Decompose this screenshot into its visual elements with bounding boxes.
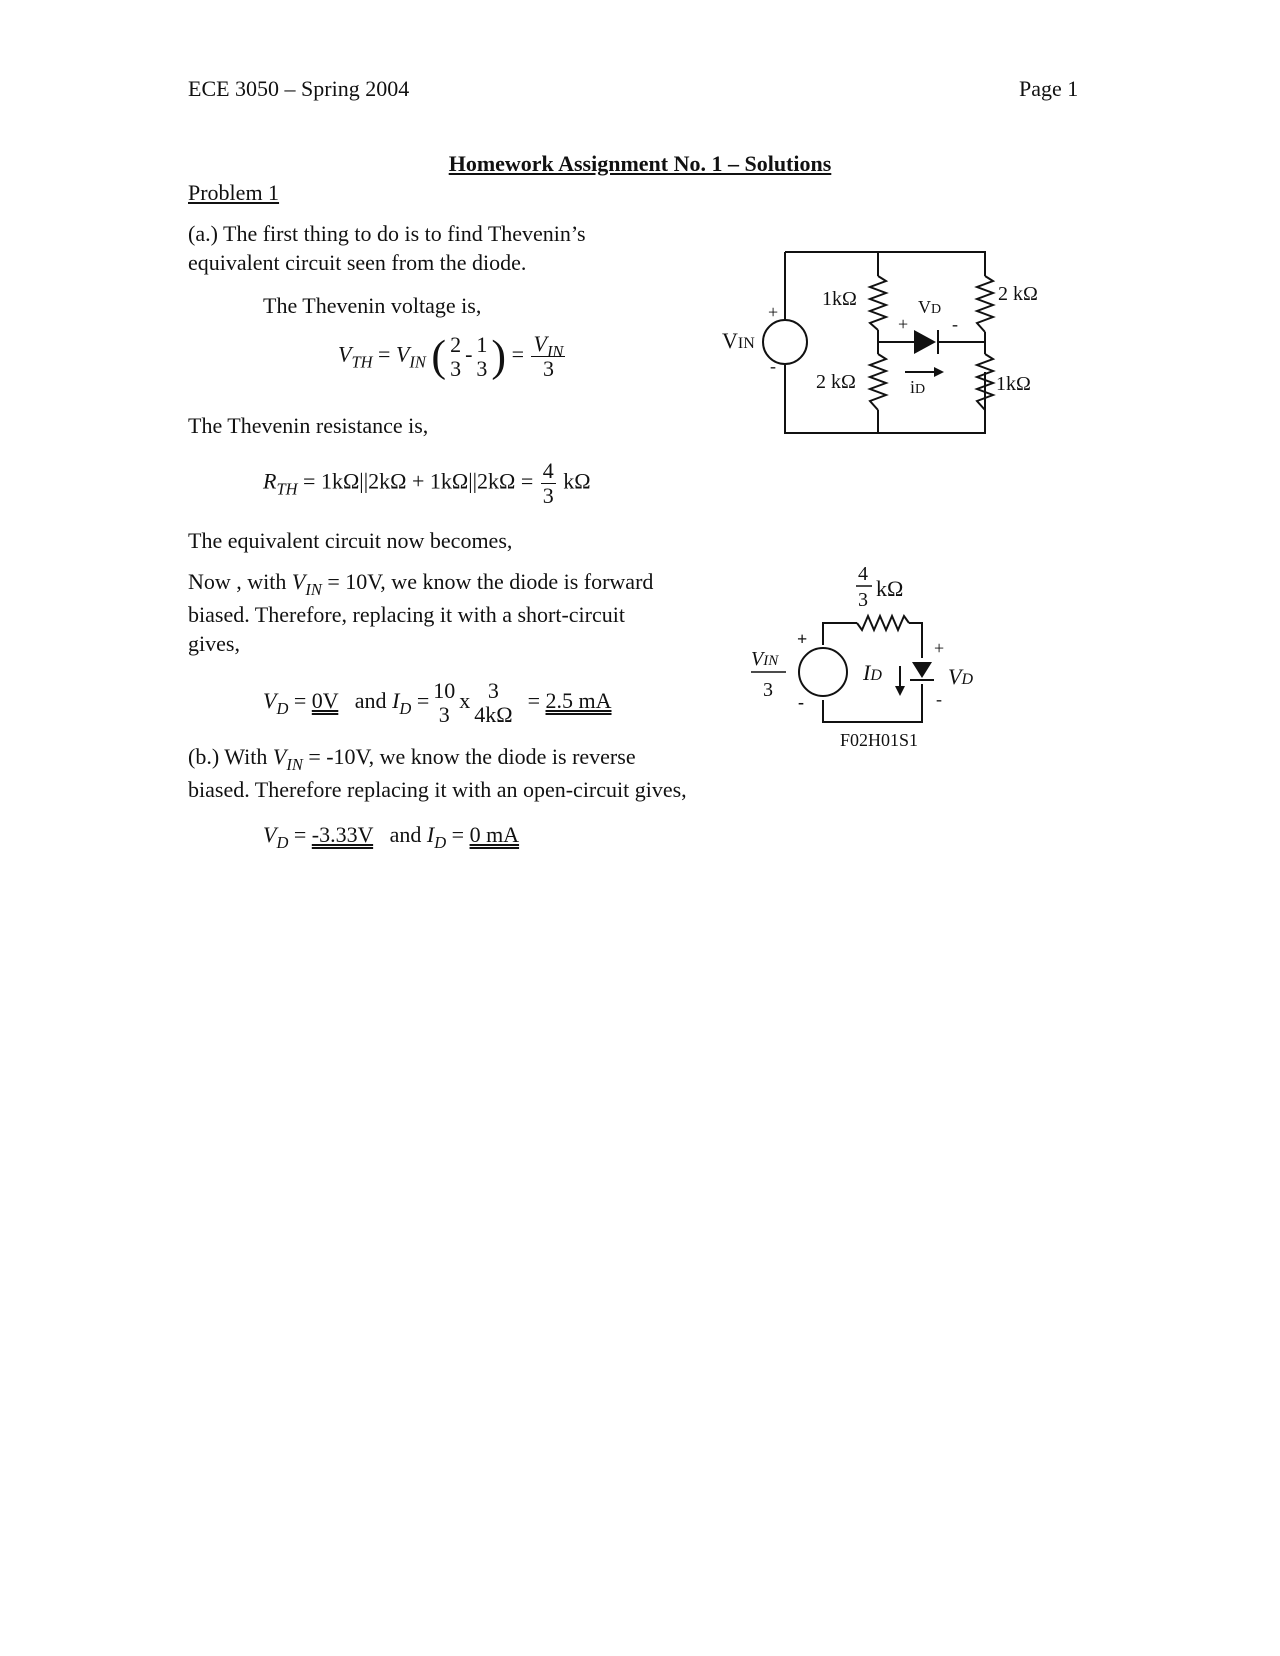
figure-label: F02H01S1 [840, 730, 919, 750]
biased-line: biased. Therefore, replacing it with a short-circuit [188, 602, 625, 627]
problem-heading: Problem 1 [188, 180, 280, 205]
course-header: ECE 3050 – Spring 2004 [188, 76, 410, 101]
current-arrow-icon [934, 367, 944, 377]
rth-intro: The Thevenin resistance is, [188, 413, 429, 438]
svg-text:+: + [898, 314, 909, 334]
svg-text:+: + [934, 638, 945, 658]
svg-text:VD: VD [918, 297, 942, 317]
c2-current-arrow-icon [895, 686, 905, 696]
svg-text:-: - [952, 314, 958, 334]
part-b-line1: (b.) With $V_{IN} = -10V$, we know the diode is reverse [188, 744, 636, 774]
svg-text:1kΩ: 1kΩ [822, 288, 857, 310]
svg-text:3: 3 [858, 589, 868, 611]
svg-text:-: - [936, 689, 942, 709]
diode-icon [914, 330, 936, 354]
svg-text:iD: iD [910, 377, 926, 397]
svg-text:4: 4 [858, 563, 868, 585]
now-line: Now , with $V_{IN} = 10V$, we know the diode is forward [188, 569, 654, 599]
c2-source-icon [799, 648, 847, 696]
svg-text:1kΩ: 1kΩ [996, 373, 1031, 395]
vth-equation: $V_{TH} = V_{IN}$ ( 2 3 - 1 3 ) = $\frac{V_{IN}}{3}$ [338, 331, 564, 381]
equiv-intro: The equivalent circuit now becomes, [188, 528, 513, 553]
svg-text:3: 3 [763, 679, 773, 701]
svg-text:-: - [798, 692, 804, 712]
svg-text:+: + [768, 302, 779, 322]
page-title: Homework Assignment No. 1 – Solutions [448, 151, 832, 176]
svg-text:kΩ: kΩ [876, 576, 904, 601]
c1-vin-label: VIN [722, 328, 755, 353]
svg-text:VD: VD [948, 664, 974, 689]
svg-text:2 kΩ: 2 kΩ [816, 371, 856, 393]
svg-text:2 kΩ: 2 kΩ [998, 283, 1038, 305]
part-a-line1: (a.) The first thing to do is to find Thevenin’s [188, 221, 586, 246]
part-a-line2: equivalent circuit seen from the diode. [188, 250, 527, 275]
part-a-result: $V_D = 0V$ and $I_D$ = 10 3 x 3 4kΩ = 2.5 mA [263, 678, 612, 727]
part-b-result: $V_D = -3.33V$ and $I_D = 0$ mA [263, 822, 520, 852]
page-number: Page 1 [1019, 76, 1079, 101]
svg-text:-: - [770, 356, 776, 376]
rth-equation: $R_{TH} = 1k\Omega||2k\Omega + 1k\Omega||2k\Omega$ = $\frac{4}{3}$ kΩ [263, 458, 591, 508]
svg-text:VIN: VIN [751, 648, 779, 670]
svg-text:+: + [797, 629, 808, 649]
gives-line: gives, [188, 631, 240, 656]
svg-text:ID: ID [863, 660, 882, 685]
part-b-line2: biased. Therefore replacing it with an open-circuit gives, [188, 777, 687, 802]
c2-diode-icon [912, 662, 932, 678]
vth-intro: The Thevenin voltage is, [263, 293, 482, 318]
